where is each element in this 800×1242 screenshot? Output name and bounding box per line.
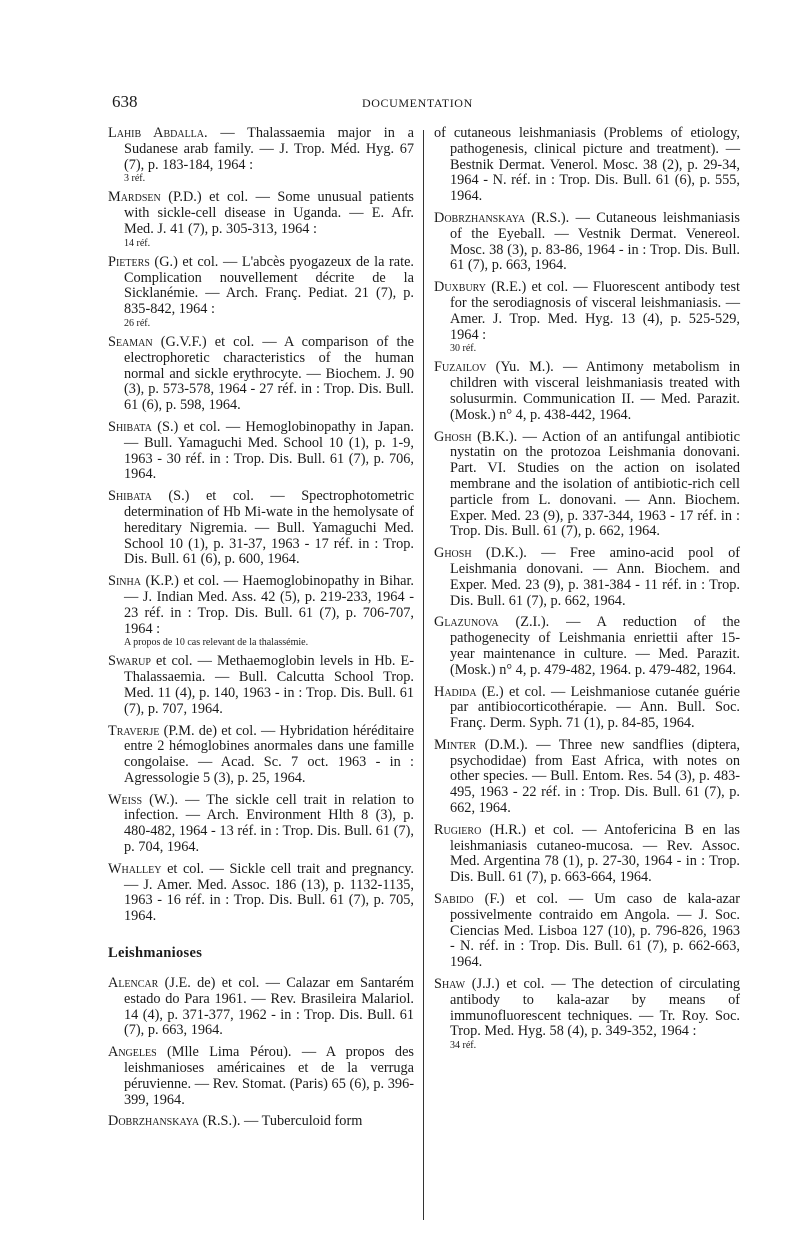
- entry-text: (G.) et col. — L'abcès pyogazeux de la rate. Complication nouvellement décrite de la Sicklanémie. — Arch. Franç. Pediat. 21 (7), p. 835-842, 1964 :: [124, 253, 414, 318]
- entry-author: Shibata: [108, 488, 152, 505]
- bibliography-entry: [108, 654, 414, 717]
- entry-text: (B.K.). — Action of an antifungal antibiotic nystatin on the protozoa Leishmania donovani. Part. VI. Studies on the action on isolated membrane and the isolation of antibiotic-rich cell particle from L. donovani. — Ann. Biochem. Exper. Med. 23 (9), p. 337-344, 1963 - 17 réf. in : Trop. Dis. Bull. 61 (7), p. 662, 1964.: [450, 428, 740, 540]
- entry-text: (P.M. de) et col. — Hybridation héréditaire entre 2 hémoglobines anormales dans une famille congolaise. — Acad. Sc. 7 oct. 1963 - in : Agressologie 5 (3), p. 25, 1964.: [124, 722, 414, 786]
- bibliography-entry: [434, 892, 740, 971]
- entry-note: 3 réf.: [124, 173, 146, 185]
- entry-text: (K.P.) et col. — Haemoglobinopathy in Bihar. — J. Indian Med. Ass. 42 (5), p. 219-233, 1964 - 23 réf. in : Trop. Dis. Bull. 61 (7), p. 706-707, 1964 :: [124, 573, 414, 637]
- entry-note: 34 réf.: [450, 1040, 477, 1052]
- entry-author: Rugiero: [434, 821, 482, 838]
- entry-author: Lahib Abdalla.: [108, 125, 208, 141]
- entry-text: (Yu. M.). — Antimony metabolism in children with visceral leishmaniasis treated with solusurmin. Communication II. — Med. Parazit. (Mosk.) n° 4, p. 438-442, 1964.: [450, 359, 740, 423]
- entry-text: (D.K.). — Free amino-acid pool of Leishmania donovani. — Ann. Biochem. and Exper. Med. 23 (9), p. 381-384 - 11 réf. in : Trop. Dis. Bull. 61 (7), p. 662, 1964.: [450, 545, 740, 609]
- running-title: DOCUMENTATION: [362, 96, 473, 110]
- right-entries: [434, 126, 740, 1051]
- entry-text: (W.). — The sickle cell trait in relation to infection. — Arch. Environment Hlth 8 (3), p. 480-482, 1964 - 13 réf. in : Trop. Dis. Bull. 61 (7), p. 704, 1964.: [124, 791, 414, 856]
- entry-author: Dobrzhanskaya: [108, 1113, 200, 1130]
- entry-text: — Thalassaemia major in a Sudanese arab family. — J. Trop. Méd. Hyg. 67 (7), p. 183-184, 1964 :: [124, 125, 414, 173]
- bibliography-entry: [434, 126, 740, 205]
- bibliography-entry: [108, 489, 414, 568]
- bibliography-entry: [434, 211, 740, 274]
- bibliography-entry: [434, 546, 740, 609]
- entry-author: Mardsen: [108, 189, 161, 206]
- entry-text: (J.J.) et col. — The detection of circulating antibody to kala-azar by means of immunofluorescent techniques. — Tr. Roy. Soc. Trop. Med. Hyg. 58 (4), p. 349-352, 1964 :: [450, 976, 740, 1040]
- entry-author: Angeles: [108, 1044, 157, 1061]
- entry-author: Seaman: [108, 333, 153, 350]
- section-heading: Leishmanioses: [108, 945, 203, 962]
- bibliography-entry: [108, 1114, 414, 1130]
- bibliography-entry: [108, 126, 414, 184]
- bibliography-entry: [434, 977, 740, 1051]
- bibliography-entry: [434, 430, 740, 541]
- entry-text: et col. — Sickle cell trait and pregnancy. — J. Amer. Med. Assoc. 186 (13), p. 1132-1135, 1963 - 16 réf. in : Trop. Dis. Bull. 61 (7), p. 705, 1964.: [124, 860, 414, 925]
- entry-text: (R.S.). — Tuberculoid form: [199, 1113, 363, 1130]
- entry-note: 30 réf.: [450, 343, 477, 355]
- entry-text: (F.) et col. — Um caso de kala-azar possivelmente contraido em Angola. — J. Soc. Ciencias Med. Lisboa 127 (10), p. 796-826, 1963 - N. réf. in : Trop. Dis. Bull. 61 (7), p. 662-663, 1964.: [450, 891, 740, 971]
- bibliography-entry: [108, 1045, 414, 1108]
- entry-author: Sinha: [108, 573, 141, 590]
- bibliography-entry: [434, 360, 740, 423]
- entry-text: (S.) et col. — Hemoglobinopathy in Japan. — Bull. Yamaguchi Med. School 10 (1), p. 1-9, 1963 - 30 réf. in : Trop. Dis. Bull. 61 (7), p. 706, 1964.: [124, 418, 414, 483]
- left-column: [108, 126, 414, 1136]
- entry-author: Shibata: [108, 418, 152, 435]
- column-divider: [423, 130, 424, 1220]
- left-entries-before: [108, 126, 414, 925]
- bibliography-entry: [434, 823, 740, 886]
- bibliography-entry: [434, 685, 740, 732]
- entry-author: Glazunova: [434, 614, 499, 631]
- entry-author: Weiss: [108, 791, 143, 808]
- bibliography-entry: [108, 862, 414, 925]
- entry-text: et col. — Methaemoglobin levels in Hb. E-Thalassaemia. — Bull. Calcutta School Trop. Med. 11 (4), p. 140, 1963 - in : Trop. Dis. Bull. 61 (7), p. 707, 1964.: [124, 653, 414, 717]
- entry-text: (D.M.). — Three new sandflies (diptera, psychodidae) from East Africa, with notes on other species. — Bull. Entom. Res. 54 (3), p. 483-495, 1963 - 22 réf. in : Trop. Dis. Bull. 61 (7), p. 662, 1964.: [450, 736, 740, 817]
- entry-author: Swarup: [108, 653, 151, 670]
- entry-author: Pieters: [108, 253, 150, 270]
- left-entries-after: [108, 976, 414, 1130]
- bibliography-entry: [108, 724, 414, 787]
- entry-text: (J.E. de) et col. — Calazar em Santarém estado do Para 1961. — Rev. Brasileira Malariol. 14 (4), p. 371-377, 1962 - in : Trop. Dis. Bull. 61 (7), p. 663, 1964.: [124, 975, 414, 1039]
- page-number: 638: [112, 92, 138, 111]
- entry-text: (S.) et col. — Spectrophotometric determination of Hb Mi-wate in the hemolysate of hereditary Nigremia. — Bull. Yamaguchi Med. School 10 (1), p. 31-37, 1963 - 17 réf. in : Trop. Dis. Bull. 61 (6), p. 600, 1964.: [124, 488, 414, 568]
- entry-note: A propos de 10 cas relevant de la thalassémie.: [124, 637, 309, 649]
- entry-author: Fuzailov: [434, 359, 487, 376]
- entry-author: Sabido: [434, 891, 474, 908]
- entry-author: Duxbury: [434, 279, 486, 296]
- entry-author: Dobrzhanskaya: [434, 209, 526, 226]
- entry-note: 14 réf.: [124, 237, 151, 249]
- bibliography-entry: [108, 574, 414, 648]
- entry-text: of cutaneous leishmaniasis (Problems of etiology, pathogenesis, clinical picture and treatment). — Bestnik Dermat. Venerol. Mosc. 38 (2), p. 29-34, 1964 - N. réf. in : Trop. Dis. Bull. 61 (6), p. 555, 1964.: [434, 125, 740, 205]
- bibliography-entry: [108, 335, 414, 414]
- bibliography-entry: [108, 190, 414, 248]
- entry-author: Shaw: [434, 976, 466, 993]
- bibliography-entry: [108, 976, 414, 1039]
- entry-text: (H.R.) et col. — Antofericina B en las leishmaniasis cutaneo-mucosa. — Rev. Assoc. Med. Argentina 78 (1), p. 27-30, 1964 - in : Trop. Dis. Bull. 61 (7), p. 663-664, 1964.: [450, 821, 740, 886]
- entry-text: (P.D.) et col. — Some unusual patients with sickle-cell disease in Uganda. — E. Afr. Med. J. 41 (7), p. 305-313, 1964 :: [124, 189, 414, 237]
- entry-text: (R.E.) et col. — Fluorescent antibody test for the serodiagnosis of visceral leishmaniasis. — Amer. J. Trop. Med. Hyg. 13 (4), p. 525-529, 1964 :: [450, 279, 740, 343]
- entry-note: 26 réf.: [124, 317, 151, 329]
- entry-author: Ghosh: [434, 545, 472, 562]
- bibliography-entry: [108, 255, 414, 329]
- bibliography-entry: [434, 738, 740, 817]
- bibliography-entry: [108, 793, 414, 856]
- entry-author: Minter: [434, 736, 477, 753]
- entry-text: (R.S.). — Cutaneous leishmaniasis of the Eyeball. — Vestnik Dermat. Venereol. Mosc. 38 (3), p. 83-86, 1964 - in : Trop. Dis. Bull. 61 (7), p. 663, 1964.: [450, 209, 740, 274]
- entry-author: Hadida: [434, 683, 477, 700]
- entry-text: (E.) et col. — Leishmaniose cutanée guérie par antibiocorticothérapie. — Ann. Bull. Soc. Franç. Derm. Syph. 71 (1), p. 84-85, 1964.: [450, 683, 740, 732]
- right-column: [434, 126, 740, 1057]
- entry-author: Traverje: [108, 722, 160, 739]
- entry-author: Whalley: [108, 860, 162, 877]
- entry-author: Ghosh: [434, 428, 472, 445]
- bibliography-entry: [434, 280, 740, 354]
- entry-author: Alencar: [108, 975, 159, 992]
- bibliography-entry: [434, 615, 740, 678]
- entry-text: (G.V.F.) et col. — A comparison of the electrophoretic characteristics of the human normal and sickle erythrocyte. — Biochem. J. 90 (3), p. 573-578, 1964 - 27 réf. in : Trop. Dis. Bull. 61 (6), p. 598, 1964.: [124, 333, 414, 414]
- entry-text: (Z.I.). — A reduction of the pathogenecity of Leishmania enriettii after 15-year maintenance in culture. — Med. Parazit. (Mosk.) n° 4, p. 479-482, 1964. p. 479-482, 1964.: [450, 614, 740, 678]
- entry-text: (Mlle Lima Pérou). — A propos des leishmanioses américaines et de la verruga péruvienne. — Rev. Stomat. (Paris) 65 (6), p. 396-399, 1964.: [124, 1044, 414, 1108]
- bibliography-entry: [108, 420, 414, 483]
